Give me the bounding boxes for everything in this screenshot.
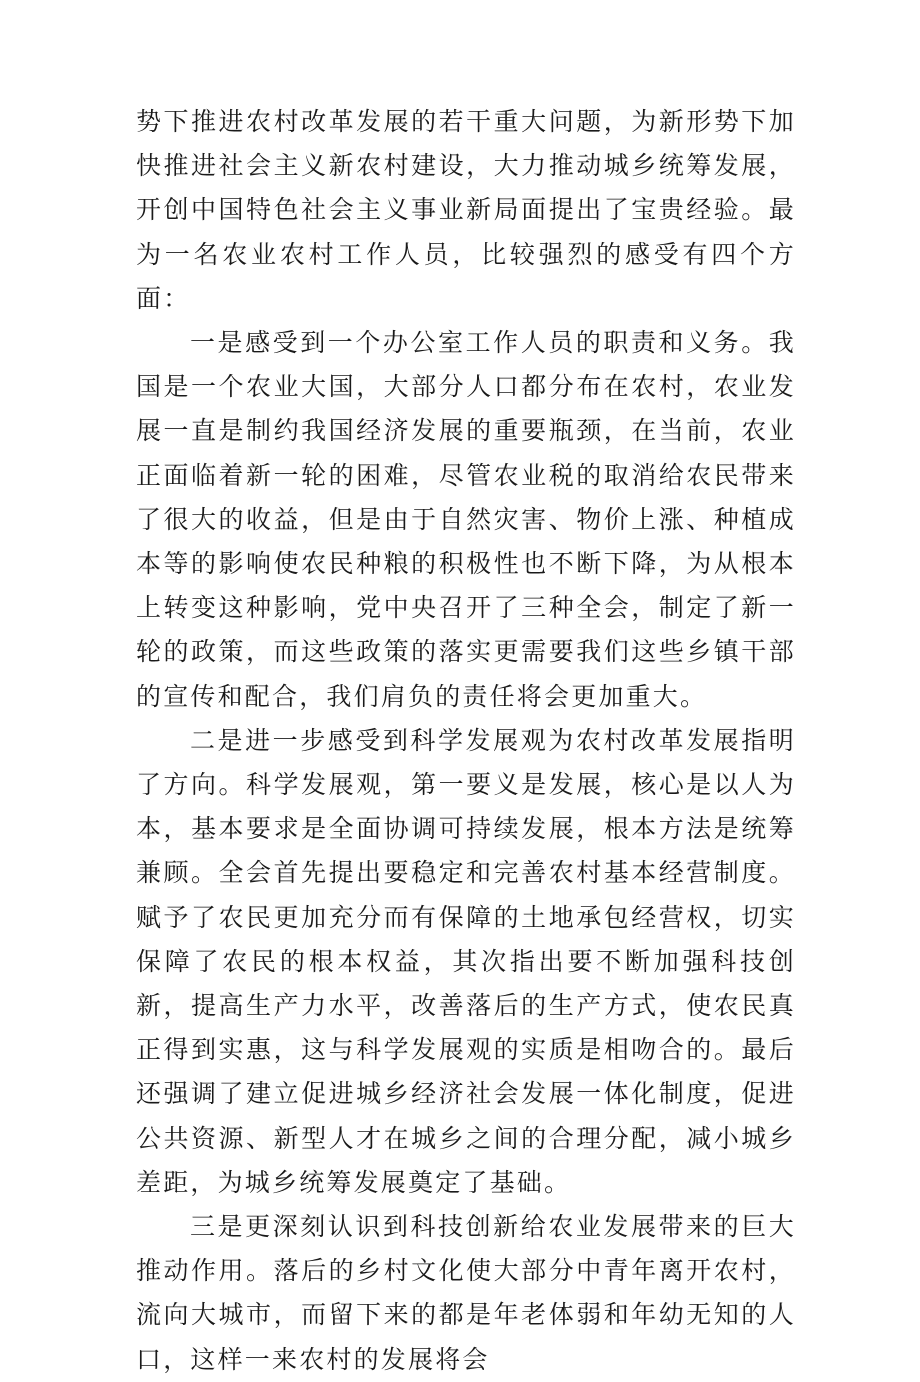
paragraph-point-two: 二是进一步感受到科学发展观为农村改革发展指明了方向。科学发展观，第一要义是发展，核心是以人为本，基本要求是全面协调可持续发展，根本方法是统筹兼顾。全会首先提出要稳定和完善农村基本经营制度。赋予了农民更加充分而有保障的土地承包经营权，切实保障了农民的根本权益，其次指出要不断加强科技创新，提高生产力水平，改善落后的生产方式，使农民真正得到实惠，这与科学发展观的实质是相吻合的。最后还强调了建立促进城乡经济社会发展一体化制度，促进公共资源、新型人才在城乡之间的合理分配，减小城乡差距，为城乡统筹发展奠定了基础。	[136, 725, 796, 1197]
document-body	[136, 100, 796, 1382]
paragraph-point-one: 一是感受到一个办公室工作人员的职责和义务。我国是一个农业大国，大部分人口都分布在农村，农业发展一直是制约我国经济发展的重要瓶颈，在当前，农业正面临着新一轮的困难，尽管农业税的取消给农民带来了很大的收益，但是由于自然灾害、物价上涨、种植成本等的影响使农民种粮的积极性也不断下降，为从根本上转变这种影响，党中央召开了三种全会，制定了新一轮的政策，而这些政策的落实更需要我们这些乡镇干部的宣传和配合，我们肩负的责任将会更加重大。	[136, 328, 796, 711]
paragraph-point-three: 三是更深刻认识到科技创新给农业发展带来的巨大推动作用。落后的乡村文化使大部分中青年离开农村，流向大城市，而留下来的都是年老体弱和年幼无知的人口，这样一来农村的发展将会	[136, 1212, 796, 1374]
paragraph-continuation: 势下推进农村改革发展的若干重大问题，为新形势下加快推进社会主义新农村建设，大力推动城乡统筹发展，开创中国特色社会主义事业新局面提出了宝贵经验。最为一名农业农村工作人员，比较强烈的感受有四个方面：	[136, 107, 796, 313]
